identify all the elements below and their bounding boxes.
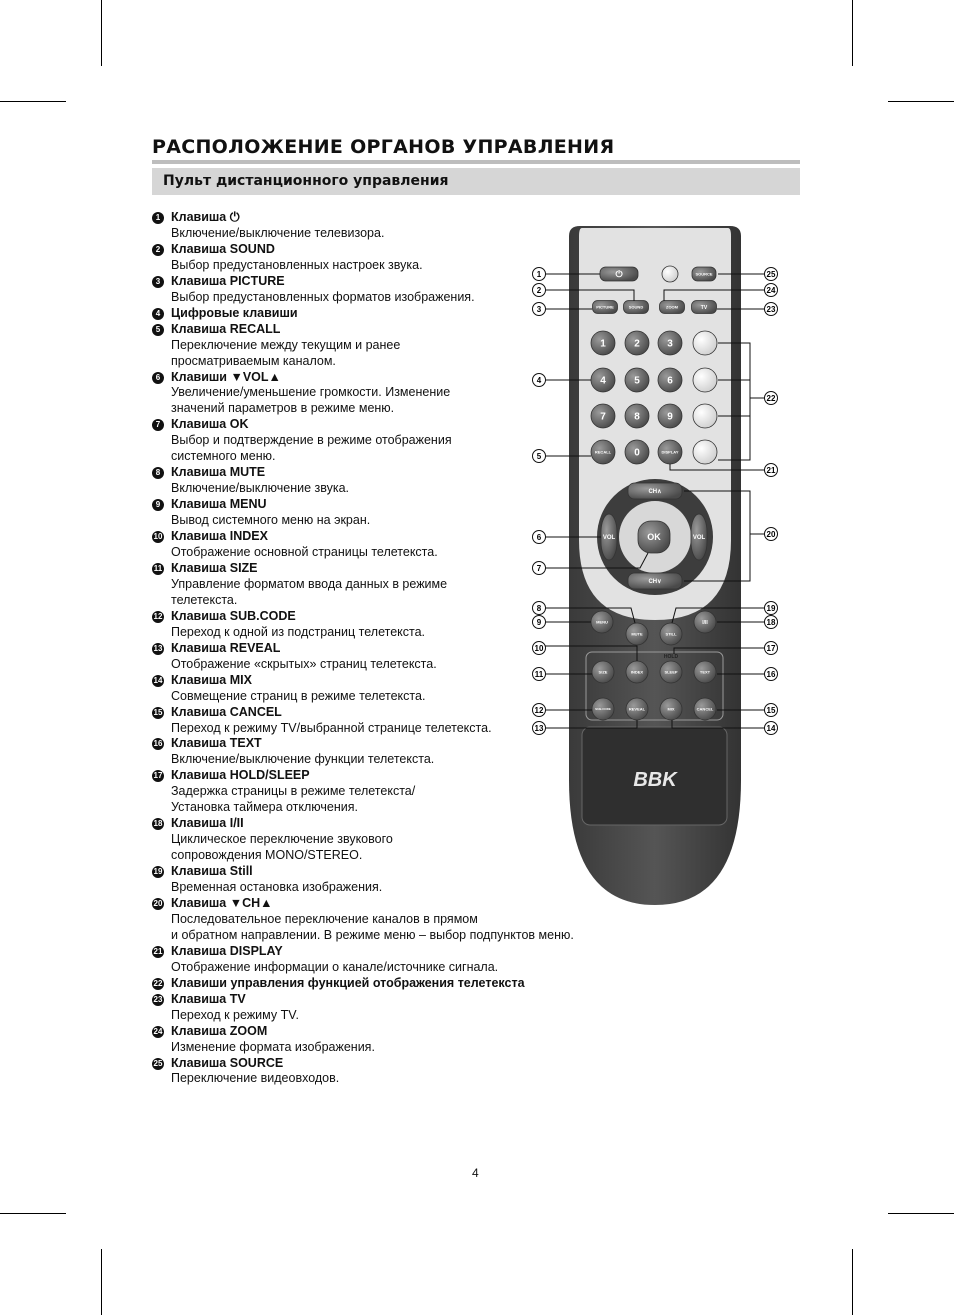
item-number: 2 [152,244,164,256]
svg-text:8: 8 [634,411,640,423]
remote-button-i_ii[interactable] [694,611,716,633]
item-title: Клавиша RECALL [171,321,281,336]
svg-text:20: 20 [766,530,776,539]
callout-6 [533,531,546,544]
item-number: 24 [153,1026,163,1036]
svg-text:SIZE: SIZE [598,669,608,675]
remote-button-d3[interactable] [658,331,682,355]
svg-text:9: 9 [536,618,542,627]
callout-10 [533,642,546,655]
svg-text:MUTE: MUTE [631,631,643,637]
remote-button-power[interactable] [600,267,638,281]
svg-text:25: 25 [766,270,776,279]
remote-button-tt4[interactable] [693,440,717,464]
item-title: Цифровые клавиши [171,305,298,320]
item-number: 18 [153,819,163,829]
item-title: Клавиша MUTE [171,465,266,480]
item-number: 8 [152,467,164,479]
remote-button-size[interactable] [592,661,614,683]
svg-text:2: 2 [634,338,640,350]
page-title: РАСПОЛОЖЕНИЕ ОРГАНОВ УПРАВЛЕНИЯ [152,136,615,158]
callout-17 [765,642,778,655]
item-number: 15 [153,707,163,717]
remote-button-zz[interactable] [662,266,678,282]
svg-text:4: 4 [600,375,606,387]
item-title: Клавиша PICTURE [171,273,285,288]
item-description: Отображение основной страницы телетекста. [171,545,438,560]
item-number: 19 [153,867,163,877]
item-number: 1 [152,212,164,224]
callout-11 [533,668,546,681]
remote-button-d2[interactable] [625,331,649,355]
svg-text:MIX: MIX [667,706,675,712]
svg-text:1: 1 [536,270,542,279]
callout-16 [765,668,778,681]
remote-button-d4[interactable] [591,368,615,392]
remote-button-ch_up[interactable] [628,483,682,499]
item-title: Клавиша SOURCE [171,1055,284,1070]
svg-text:4: 4 [536,376,542,385]
section-title: Пульт дистанционного управления [163,173,449,189]
callout-2 [533,284,546,297]
callout-12 [533,704,546,717]
item-number: 16 [153,739,163,749]
item-title: Клавиша SUB.CODE [171,608,296,623]
svg-text:ZOOM: ZOOM [666,304,678,310]
svg-text:SOUND: SOUND [628,304,644,310]
callout-24 [765,284,778,297]
item-title: Клавиша ZOOM [171,1023,268,1038]
item-number: 12 [153,611,163,621]
svg-text:13: 13 [534,724,544,733]
item-number: 7 [152,419,164,431]
remote-button-tt1[interactable] [693,331,717,355]
item-number: 23 [153,994,163,1004]
item-number: 10 [153,532,163,542]
svg-text:19: 19 [766,604,776,613]
item-description: Совмещение страниц в режиме телетекста. [171,688,426,703]
item-title: Клавиша HOLD/SLEEP [171,768,310,783]
svg-text:SOURCE: SOURCE [695,271,713,277]
callout-7 [533,562,546,575]
svg-text:STILL: STILL [665,631,677,637]
callout-19 [765,602,778,615]
item-description: Задержка страницы в режиме телетекста/ Установка таймера отключения. [171,784,416,815]
svg-text:3: 3 [667,338,673,350]
callout-9 [533,616,546,629]
item-description: Включение/выключение звука. [171,481,350,496]
item-number: 5 [152,324,164,336]
item-description: Выбор предустановленных настроек звука. [171,257,423,272]
remote-button-d7[interactable] [591,404,615,428]
svg-text:RECALL: RECALL [594,449,612,455]
remote-button-subcode[interactable] [592,698,614,720]
remote-button-sleep[interactable] [660,661,682,683]
remote-button-vol_right[interactable] [691,514,707,560]
callout-4 [533,374,546,387]
callout-15 [765,704,778,717]
svg-text:8: 8 [536,604,542,613]
callout-23 [765,303,778,316]
item-number: 21 [153,946,163,956]
item-description: Переход к режиму TV/выбранной странице телетекста. [171,720,492,735]
item-number: 4 [152,308,164,320]
svg-text:16: 16 [766,670,776,679]
remote-button-still[interactable] [660,623,682,645]
remote-button-display[interactable] [658,440,682,464]
svg-text:CANCEL: CANCEL [696,706,714,712]
remote-button-tt3[interactable] [693,404,717,428]
svg-text:15: 15 [766,706,776,715]
svg-text:6: 6 [536,533,542,542]
remote-button-ch_down[interactable] [628,573,682,589]
remote-button-recall[interactable] [591,440,615,464]
remote-button-source[interactable] [692,267,716,281]
item-description: Вывод системного меню на экран. [171,513,371,528]
svg-text:5: 5 [634,375,640,387]
svg-text:17: 17 [766,644,776,653]
hold-label: HOLD [663,654,679,660]
item-title: Клавиша TEXT [171,736,262,751]
item-description: Управление форматом ввода данных в режиме телетекста. [171,576,448,607]
svg-text:7: 7 [536,564,542,573]
remote-button-d1[interactable] [591,331,615,355]
callout-13 [533,722,546,735]
callout-22 [765,392,778,405]
callout-8 [533,602,546,615]
item-description: Изменение формата изображения. [171,1039,375,1054]
remote-button-cancel[interactable] [694,698,716,720]
callout-14 [765,722,778,735]
item-title: Клавиша REVEAL [171,640,281,655]
item-number: 9 [152,499,164,511]
svg-text:⏻: ⏻ [615,269,623,280]
item-description: Отображение «скрытых» страниц телетекста. [171,656,437,671]
svg-text:MENU: MENU [596,619,608,625]
svg-text:14: 14 [766,724,776,733]
item-title: Клавиша ⏻ [171,210,240,224]
bbk-logo: BBK [633,769,677,791]
item-number: 22 [153,978,163,988]
callout-25 [765,268,778,281]
item-title: Клавиша MIX [171,672,252,687]
svg-text:5: 5 [536,452,542,461]
callout-1 [533,268,546,281]
remote-button-d6[interactable] [658,368,682,392]
svg-text:3: 3 [536,305,542,314]
svg-text:PICTURE: PICTURE [596,304,614,310]
item-description: Последовательное переключение каналов в прямом и обратном направлении. В режиме меню – выбор подпунктов меню. [171,911,574,942]
item-title: Клавиша Still [171,864,253,879]
item-title: Клавиша SIZE [171,560,258,575]
svg-text:VOL: VOL [602,535,616,542]
item-number: 13 [153,643,163,653]
item-title: Клавиши ▼VOL▲ [171,369,281,384]
item-description: Переключение между текущим и ранее просматриваемым каналом. [171,337,401,368]
svg-text:CH∧: CH∧ [648,489,662,496]
item-description: Временная остановка изображения. [171,880,383,895]
item-title: Клавиша OK [171,417,249,432]
svg-text:12: 12 [534,706,544,715]
item-description: Выбор и подтверждение в режиме отображения системного меню. [171,433,452,464]
remote-button-zoom[interactable] [660,301,685,314]
item-title: Клавиша INDEX [171,529,268,544]
remote-button-vol_left[interactable] [601,514,617,560]
svg-text:9: 9 [667,411,673,423]
item-description: Включение/выключение функции телетекста. [171,752,435,767]
remote-button-sound[interactable] [624,301,649,314]
svg-text:SLEEP: SLEEP [664,669,678,675]
remote-button-d9[interactable] [658,404,682,428]
remote-button-d5[interactable] [625,368,649,392]
svg-text:23: 23 [766,305,776,314]
item-number: 25 [153,1058,163,1068]
svg-text:REVEAL: REVEAL [628,706,646,712]
item-title: Клавиши управления функцией отображения телетекста [171,975,525,990]
item-title: Клавиша ▼CH▲ [171,895,273,910]
item-title: Клавиша DISPLAY [171,943,283,958]
item-description: Переход к режиму TV. [171,1007,299,1022]
svg-text:7: 7 [600,411,606,423]
remote-button-text[interactable] [694,661,716,683]
remote-button-d0[interactable] [625,440,649,464]
item-number: 6 [152,372,164,384]
item-description: Переход к одной из подстраниц телетекста. [171,624,426,639]
item-number: 20 [153,898,163,908]
item-title: Клавиша I/II [171,816,244,831]
item-description: Включение/выключение телевизора. [171,225,385,240]
svg-text:TEXT: TEXT [699,669,711,675]
item-title: Клавиша CANCEL [171,704,282,719]
svg-text:10: 10 [534,644,544,653]
svg-text:OK: OK [647,532,661,543]
svg-text:2: 2 [536,286,542,295]
callout-21 [765,464,778,477]
item-title: Клавиша MENU [171,497,267,512]
remote-button-tt2[interactable] [693,368,717,392]
page-number: 4 [472,1166,479,1180]
remote-button-reveal[interactable] [626,698,648,720]
remote-button-tv[interactable] [692,301,717,314]
svg-text:21: 21 [766,466,776,475]
callout-5 [533,450,546,463]
svg-text:TV: TV [700,304,708,311]
svg-text:6: 6 [667,375,673,387]
svg-text:SUB.CODE: SUB.CODE [595,707,611,712]
item-description: Выбор предустановленных форматов изображения. [171,289,475,304]
svg-text:0: 0 [634,447,640,459]
item-number: 3 [152,276,164,288]
callout-18 [765,616,778,629]
item-title: Клавиша SOUND [171,241,275,256]
remote-button-ok[interactable] [638,521,670,553]
item-number: 11 [153,563,163,573]
callout-3 [533,303,546,316]
remote-button-mix[interactable] [660,698,682,720]
item-description: Отображение информации о канале/источнике сигнала. [171,959,499,974]
callout-20 [765,528,778,541]
svg-text:22: 22 [766,394,776,403]
svg-text:VOL: VOL [692,535,706,542]
item-number: 14 [153,675,163,685]
svg-text:24: 24 [766,286,776,295]
item-description: Циклическое переключение звукового сопровождения MONO/STEREO. [171,832,393,863]
remote-button-menu[interactable] [591,611,613,633]
svg-text:INDEX: INDEX [630,669,644,675]
svg-text:I/II: I/II [702,619,708,626]
svg-text:1: 1 [600,338,606,350]
remote-button-mute[interactable] [626,623,648,645]
item-description: Переключение видеовходов. [171,1071,340,1086]
item-description: Увеличение/уменьшение громкости. Изменение значений параметров в режиме меню. [171,385,451,416]
svg-text:DISPLAY: DISPLAY [661,449,679,455]
remote-button-index[interactable] [626,661,648,683]
svg-text:CH∨: CH∨ [648,579,662,586]
item-number: 17 [153,771,163,781]
remote-button-picture[interactable] [593,301,618,314]
svg-text:18: 18 [766,618,776,627]
item-title: Клавиша TV [171,991,246,1006]
svg-text:11: 11 [534,670,544,679]
remote-button-d8[interactable] [625,404,649,428]
